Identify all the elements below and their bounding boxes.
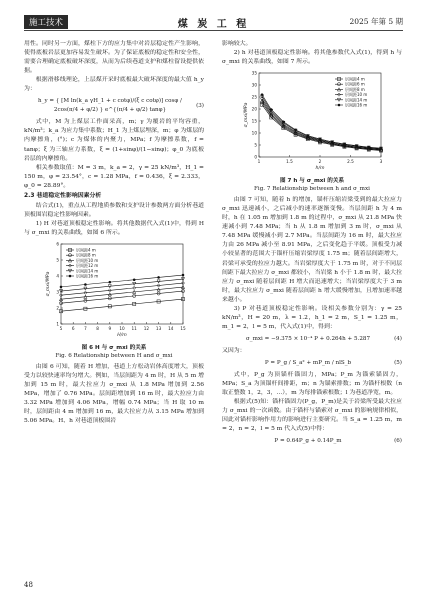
legend-entry	[66, 246, 96, 252]
figure-7-chart	[237, 69, 387, 173]
legend-label: 层间距12 m	[76, 263, 99, 269]
paragraph: 相关参数取值：M = 3 m，k_a = 2，γ = 25 kN/m³，H_1 = 150 m，φ = 23.54°，c = 1.28 MPa，f = 0.436，ξ = 2.333，φ_0 = 28.89°。	[24, 164, 204, 189]
legend-entry	[335, 96, 367, 102]
equation-4	[228, 335, 402, 344]
data-point	[380, 147, 383, 150]
data-point	[368, 146, 371, 149]
legend-entry	[335, 91, 367, 97]
data-point	[338, 104, 341, 107]
x-tick-label: 9	[108, 325, 112, 331]
left-column	[24, 40, 204, 426]
paragraph: 影响较大。	[222, 41, 252, 47]
x-tick-label: 5	[59, 325, 63, 331]
x-axis-label: H/m	[117, 332, 127, 338]
paragraph: 式中，P_g 为顶锚杆锚固力，MPa；P_m 为锚索锚固力，MPa；S_a 为顶锚杆间排距，m；n 为锚索排数；m 为锚杆根数（n 取正整数 1，2，3，…），m 为每排锚索根数；l 为巷道净宽，m。	[222, 372, 402, 397]
x-tick-label: 1.5	[286, 159, 293, 165]
data-point	[282, 121, 285, 124]
legend-label: 层间距16 m	[76, 273, 99, 279]
data-point	[182, 274, 185, 277]
section-tag: 施工技术	[24, 15, 68, 29]
equation-number: (6)	[394, 438, 402, 445]
paragraph: 式中，M 为上煤层工作面采高，m；γ 为覆岩的平均容重，kN/m³；k_a 为应力集中系数；H_1 为上煤层埋深，m；φ 为煤层的内摩擦角，(°)；c 为煤体的内聚力，MPa；f 为摩擦系数，f = tanφ；ξ 为三轴应力系数，ξ = (1+sinφ)/(1−sinφ)；φ_0 为底板岩层的内摩擦角。	[24, 119, 204, 162]
legend-label: 层间距4 m	[76, 247, 96, 253]
data-point	[69, 275, 72, 278]
legend-entry	[335, 86, 365, 92]
x-axis-label: h/m	[315, 166, 325, 172]
legend-entry	[66, 262, 98, 268]
y-tick-label: 1	[56, 321, 59, 327]
paragraph: 2) h 对巷道顶板稳定性影响。将其他参数代入式(1)，得到 h 与 σ_mxi 的关系曲线，如图 7 所示。	[222, 50, 402, 66]
paragraph: 根据滑移线理论，上层煤开采时底板最大破坏深度的最大值 h_y 为：	[24, 77, 204, 93]
paragraph: 又因为：	[222, 347, 246, 354]
y-tick-label: 0	[254, 154, 257, 160]
y-tick-label: 6	[56, 241, 59, 247]
legend-label: 层间距10 m	[345, 92, 368, 98]
series-3	[59, 285, 184, 300]
x-tick-label: 14	[168, 325, 174, 331]
x-tick-label: 7	[84, 325, 87, 331]
figure-6-caption	[24, 345, 204, 360]
data-point	[331, 141, 334, 144]
equation-number: (3)	[196, 102, 204, 109]
x-tick-label: 11	[131, 325, 137, 331]
paragraph: 由图 7 可知，随着 h 的增加，锚杆压缩岩梁受到的最大拉应力 σ_mxi 迅速减小，之后减小的速率逐渐变慢。当层间距 h 为 4 m 时，h 在 1.05 m 增加到 1.8 m 的过程中，σ_mxi 从 21.8 MPa 快速减小到 7.48 MPa；当 h 从 1.8 m 增加到 3 m 时，σ_mxi 从 7.48 MPa 缓慢减小到 2.7 MPa。当层间距为 16 m 时，最大拉应力由 26 MPa 减小至 8.91 MPa，之后变化趋于平缓。顶板受力减小较显著的范围大于锚杆压缩岩梁厚度 1.75 m；随着层间距增大，岩梁可承受的拉应力越大。当岩梁厚度大于 1.75 m 时，对于不同层间距下最大拉应力 σ_mxi 都较小，当岩梁 h 小于 1.8 m 时，最大拉应力 σ_mxi 随着层间距 H 增大而迅速增大；当岩梁厚度大于 3 m 时，最大拉应力 σ_mxi 随着层间距 h 增大缓慢增加，且增加速率越来越小。	[222, 197, 402, 303]
equation-5	[228, 359, 402, 368]
y-axis-label: σ_mxi/MPa	[46, 271, 51, 297]
legend-entry	[66, 252, 96, 258]
equation-body: P = 0.64P_g + 0.14P_m	[274, 438, 342, 445]
y-tick-label: 5	[56, 257, 59, 263]
legend-entry	[66, 257, 98, 263]
x-tick-label: 12	[143, 325, 150, 331]
data-point	[84, 283, 87, 286]
data-point	[319, 138, 322, 141]
y-tick-label: 20	[251, 106, 257, 112]
paragraph: 1) H 对巷道顶板稳定性影响。将其他数据代入式(1)中，得到 H 与 σ_mxi 的关系曲线，如图 6 所示。	[24, 220, 204, 236]
legend-label: 层间距8 m	[76, 252, 96, 258]
data-point	[343, 143, 346, 146]
x-tick-label: 10	[119, 325, 125, 331]
x-tick-label: 3	[379, 159, 383, 165]
equation-body: σ_mxi = −9.375 × 10⁻⁴ P + 0.264h + 5.287	[245, 335, 371, 342]
data-point	[294, 129, 297, 132]
series-line	[61, 299, 183, 311]
y-tick-label: 10	[251, 130, 257, 136]
caption-en: Fig. 6 Relationship between H and σ_mxi	[55, 352, 173, 359]
legend-label: 层间距8 m	[345, 87, 365, 93]
equation-number: (5)	[394, 359, 402, 366]
legend-label: 层间距4 m	[345, 76, 365, 82]
y-tick-label: 5	[254, 142, 257, 148]
y-tick-label: 35	[251, 70, 257, 76]
paragraph: 由图 6 可知，随着 H 增加，巷道上方松动岩体高度增大，顶板受力以较快速率均匀增大。例如，当层间距为 4 m 时，H 从 5 m 增加到 15 m 时，最大拉应力 σ_mxi 从 1.8 MPa 增加到 2.56 MPa，增加了 0.76 MPa。层间距增加到 16 m 时，最大拉应力由 3.32 MPa 增加到 4.06 MPa，增幅 0.74 MPa；当 H 取 10 m 时，层间距由 4 m 增加到 16 m，最大拉应力从 3.15 MPa 增加到 5.06 MPa。H、h 对巷道顶板围岩	[24, 364, 204, 425]
x-tick-label: 2	[318, 159, 322, 165]
y-tick-label: 30	[251, 82, 257, 88]
legend-label: 层间距14 m	[345, 97, 368, 103]
legend-entry	[335, 81, 365, 87]
right-column	[222, 40, 402, 449]
equation-body: P = P_g / S_a² + mP_m / nlS_b	[264, 359, 352, 366]
y-tick-label: 2	[56, 305, 59, 311]
legend-label: 层间距16 m	[345, 102, 368, 108]
paragraph: 3) P 对巷道顶板稳定性影响。设相关参数分别为：γ = 25 kN/m³，H = 20 m，λ = 1.2，h_1 = 2 m，S_1 = 1.25 m，m_1 = 2，l = 5 m，代入式(1)中，得到：	[222, 305, 402, 330]
x-tick-label: 13	[155, 325, 162, 331]
equation-3	[30, 97, 204, 115]
y-tick-label: 4	[56, 273, 59, 279]
series-2	[59, 289, 184, 304]
data-point	[109, 281, 112, 284]
legend-entry	[66, 272, 98, 278]
y-tick-label: 3	[56, 289, 59, 295]
data-point	[157, 276, 160, 279]
caption-cn: 图 6 H 与 σ_mxi 的关系	[81, 345, 147, 352]
paragraph: 用性。同时另一方面，煤柱下方的应力集中对岩层稳定性产生影响，使得底板岩层更加容易发生破坏。为了保证底板的稳定性和安全性，需要合理确定底板破坏深度，从而为后续巷道支护和煤柱留设提供依据。	[24, 41, 204, 75]
section-heading: 2.3 巷道稳定性影响因素分析	[24, 192, 102, 199]
x-tick-label: 1	[257, 159, 261, 165]
figure-7-caption	[222, 178, 402, 193]
data-point	[307, 134, 310, 137]
legend-entry	[335, 76, 365, 82]
caption-en: Fig. 7 Relationship between h and σ_mxi	[254, 185, 370, 192]
legend-label: 层间距6 m	[345, 81, 365, 87]
data-point	[261, 93, 264, 96]
equation-body: h_y = { [M ln(k_a γH_1 + c cotφ)/(ξ c cotφ)] cosφ / 2cos(π/4 + φ/2) } e^{(π/4 + φ/2) tanφ}	[38, 98, 182, 114]
figure-7	[222, 69, 402, 177]
x-tick-label: 6	[71, 325, 75, 331]
legend-entry	[66, 267, 98, 273]
legend-label: 层间距14 m	[76, 268, 99, 274]
equation-number: (4)	[394, 335, 402, 342]
data-point	[60, 286, 63, 289]
journal-name: 煤 炭 工 程	[177, 19, 250, 30]
figure-6	[24, 240, 204, 344]
page-header	[24, 14, 403, 31]
x-tick-label: 8	[96, 325, 99, 331]
x-tick-label: 2.5	[347, 159, 354, 165]
y-axis-label: σ_mxi/MPa	[244, 102, 249, 128]
data-point	[133, 278, 136, 281]
data-point	[355, 145, 358, 148]
x-tick-label: 15	[180, 325, 186, 331]
legend-label: 层间距10 m	[76, 257, 99, 263]
equation-6	[228, 437, 402, 446]
y-tick-label: 25	[251, 94, 257, 100]
caption-cn: 图 7 h 与 σ_mxi 的关系	[279, 178, 345, 185]
series-1	[59, 297, 184, 312]
series-1	[260, 103, 382, 152]
paragraph: 根据式(5)知：锚杆锚固力(P_g，P_m)是关于岩梁所受最大拉应力 σ_mxi 的一次函数。由于锚杆与锚索对 σ_mxi 的影响规律相似，因此对锚杆影响作用力的影响进行主要研究。当 S_a = 1.25 m，m = 2，n = 2，l = 5 m 代入式(5)中得：	[222, 399, 402, 433]
data-point	[270, 108, 273, 111]
legend-entry	[335, 102, 367, 108]
page-number: 48	[24, 581, 33, 589]
y-tick-label: 15	[251, 118, 257, 124]
figure-6-chart	[39, 240, 189, 340]
issue-label: 2025 年第 5 期	[349, 17, 403, 26]
paragraph: 结合式(1)，重点从工程地质参数和支护设计参数两方面分析巷道顶板围岩稳定性影响因素。	[24, 202, 204, 218]
